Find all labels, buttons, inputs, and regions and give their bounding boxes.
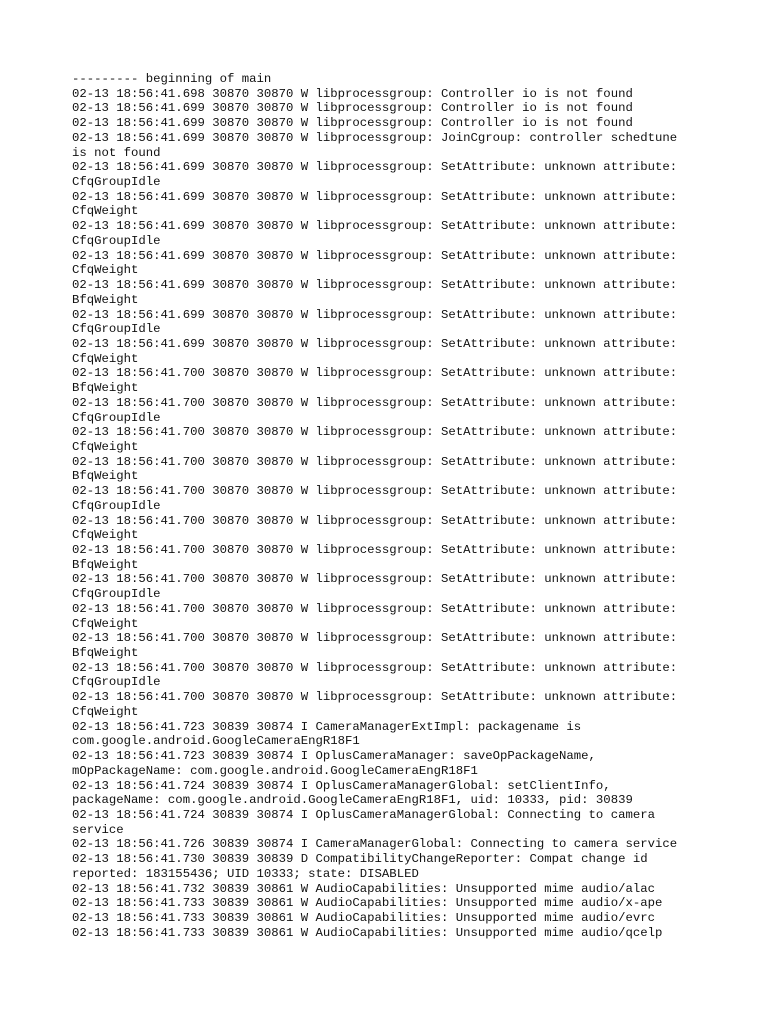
log-line: CfqGroupIdle xyxy=(72,498,161,513)
log-line: 02-13 18:56:41.699 30870 30870 W libprocessgroup: SetAttribute: unknown attribute: xyxy=(72,278,678,293)
log-line: BfqWeight xyxy=(72,469,139,484)
log-line: 02-13 18:56:41.732 30839 30861 W AudioCapabilities: Unsupported mime audio/alac xyxy=(72,881,655,896)
log-line: 02-13 18:56:41.724 30839 30874 I OplusCameraManagerGlobal: setClientInfo, xyxy=(72,778,611,793)
log-line: CfqWeight xyxy=(72,616,139,631)
log-line: CfqWeight xyxy=(72,351,139,366)
log-line: 02-13 18:56:41.699 30870 30870 W libprocessgroup: SetAttribute: unknown attribute: xyxy=(72,336,678,351)
log-line: BfqWeight xyxy=(72,646,139,661)
log-line: 02-13 18:56:41.700 30870 30870 W libprocessgroup: SetAttribute: unknown attribute: xyxy=(72,690,678,705)
log-line: CfqWeight xyxy=(72,263,139,278)
log-line: 02-13 18:56:41.733 30839 30861 W AudioCapabilities: Unsupported mime audio/qcelp xyxy=(72,925,663,940)
log-line: CfqGroupIdle xyxy=(72,587,161,602)
log-line: 02-13 18:56:41.733 30839 30861 W AudioCapabilities: Unsupported mime audio/x-ape xyxy=(72,896,663,911)
log-line: BfqWeight xyxy=(72,557,139,572)
log-line: 02-13 18:56:41.700 30870 30870 W libprocessgroup: SetAttribute: unknown attribute: xyxy=(72,660,678,675)
log-line: 02-13 18:56:41.700 30870 30870 W libprocessgroup: SetAttribute: unknown attribute: xyxy=(72,543,678,557)
log-line: 02-13 18:56:41.699 30870 30870 W libprocessgroup: Controller io is not found xyxy=(72,116,633,131)
log-line: 02-13 18:56:41.730 30839 30839 D CompatibilityChangeReporter: Compat change id xyxy=(72,852,648,867)
log-line: 02-13 18:56:41.733 30839 30861 W AudioCapabilities: Unsupported mime audio/evrc xyxy=(72,910,655,925)
log-line: CfqGroupIdle xyxy=(72,175,161,190)
log-line: service xyxy=(72,822,124,837)
log-line: 02-13 18:56:41.724 30839 30874 I OplusCameraManagerGlobal: Connecting to camera xyxy=(72,807,655,822)
log-line: 02-13 18:56:41.700 30870 30870 W libprocessgroup: SetAttribute: unknown attribute: xyxy=(72,601,678,616)
log-line: 02-13 18:56:41.700 30870 30870 W libprocessgroup: SetAttribute: unknown attribute: xyxy=(72,513,678,528)
log-line: 02-13 18:56:41.699 30870 30870 W libprocessgroup: Controller io is not found xyxy=(72,101,633,116)
log-line: 02-13 18:56:41.699 30870 30870 W libprocessgroup: SetAttribute: unknown attribute: xyxy=(72,189,678,204)
log-line: 02-13 18:56:41.699 30870 30870 W libprocessgroup: SetAttribute: unknown attribute: xyxy=(72,219,678,234)
log-line: --------- beginning of main xyxy=(72,72,272,86)
log-line: packageName: com.google.android.GoogleCameraEngR18F1, uid: 10333, pid: 30839 xyxy=(72,793,633,808)
log-line: CfqWeight xyxy=(72,204,139,219)
log-text-body xyxy=(72,72,696,940)
log-line: is not found xyxy=(72,145,161,160)
log-line: 02-13 18:56:41.699 30870 30870 W libprocessgroup: JoinCgroup: controller schedtune xyxy=(72,130,678,145)
log-line: com.google.android.GoogleCameraEngR18F1 xyxy=(72,734,360,749)
log-line: 02-13 18:56:41.700 30870 30870 W libprocessgroup: SetAttribute: unknown attribute: xyxy=(72,395,678,410)
log-line: CfqGroupIdle xyxy=(72,322,161,337)
log-line: BfqWeight xyxy=(72,381,139,396)
log-line: BfqWeight xyxy=(72,292,139,307)
log-line: CfqWeight xyxy=(72,439,139,454)
log-line: 02-13 18:56:41.700 30870 30870 W libprocessgroup: SetAttribute: unknown attribute: xyxy=(72,366,678,381)
log-line: CfqWeight xyxy=(72,704,139,719)
log-line: 02-13 18:56:41.700 30870 30870 W libprocessgroup: SetAttribute: unknown attribute: xyxy=(72,425,678,440)
log-line: CfqWeight xyxy=(72,528,139,543)
log-line: 02-13 18:56:41.726 30839 30874 I CameraManagerGlobal: Connecting to camera service xyxy=(72,837,678,852)
log-line: mOpPackageName: com.google.android.GoogleCameraEngR18F1 xyxy=(72,763,478,778)
log-line: 02-13 18:56:41.700 30870 30870 W libprocessgroup: SetAttribute: unknown attribute: xyxy=(72,454,678,469)
log-line: 02-13 18:56:41.698 30870 30870 W libprocessgroup: Controller io is not found xyxy=(72,86,633,101)
log-line: CfqGroupIdle xyxy=(72,675,161,690)
log-line: 02-13 18:56:41.699 30870 30870 W libprocessgroup: SetAttribute: unknown attribute: xyxy=(72,248,678,263)
log-line: 02-13 18:56:41.700 30870 30870 W libprocessgroup: SetAttribute: unknown attribute: xyxy=(72,631,678,646)
log-line: CfqGroupIdle xyxy=(72,410,161,425)
log-line: 02-13 18:56:41.699 30870 30870 W libprocessgroup: SetAttribute: unknown attribute: xyxy=(72,307,678,322)
log-line: 02-13 18:56:41.723 30839 30874 I OplusCameraManager: saveOpPackageName, xyxy=(72,749,596,764)
log-line: 02-13 18:56:41.723 30839 30874 I CameraManagerExtImpl: packagename is xyxy=(72,719,582,734)
log-line: 02-13 18:56:41.700 30870 30870 W libprocessgroup: SetAttribute: unknown attribute: xyxy=(72,484,678,499)
log-line: 02-13 18:56:41.699 30870 30870 W libprocessgroup: SetAttribute: unknown attribute: xyxy=(72,160,678,175)
log-line: CfqGroupIdle xyxy=(72,233,161,248)
log-line: 02-13 18:56:41.700 30870 30870 W libprocessgroup: SetAttribute: unknown attribute: xyxy=(72,572,678,587)
document-page xyxy=(72,72,696,940)
log-line: reported: 183155436; UID 10333; state: DISABLED xyxy=(72,866,419,881)
